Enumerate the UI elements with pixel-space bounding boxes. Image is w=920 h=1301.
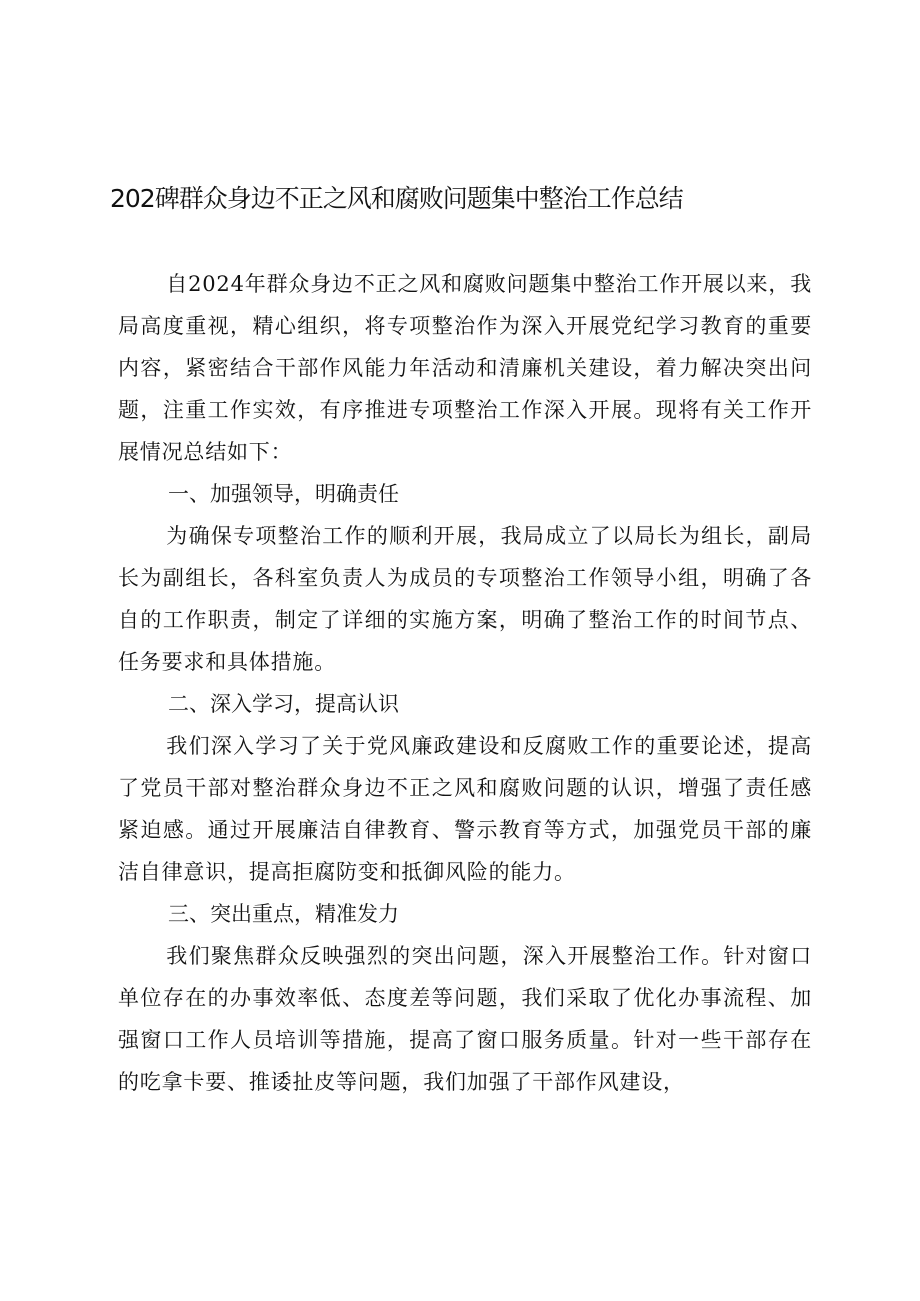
section-heading-1: 一、加强领导，明确责任 bbox=[168, 482, 399, 506]
document-title: 202碑群众身边不正之风和腐败问题集中整治工作总结 bbox=[110, 184, 683, 213]
intro-paragraph: 自2024年群众身边不正之风和腐败问题集中整治工作开展以来，我局高度重视，精心组织，将专项整治作为深入开展党纪学习教育的重要内容，紧密结合干部作风能力年活动和清廉机关建设，着力解决突出问题，注重工作实效，有序推进专项整治工作深入开展。现将有关工作开展情况总结如下： bbox=[118, 272, 812, 464]
document-body bbox=[118, 263, 812, 1103]
section-heading-2: 二、深入学习，提高认识 bbox=[168, 692, 399, 716]
section-2-paragraph: 我们深入学习了关于党风廉政建设和反腐败工作的重要论述，提高了党员干部对整治群众身边不正之风和腐败问题的认识，增强了责任感紧迫感。通过开展廉洁自律教育、警示教育等方式，加强党员干部的廉洁自律意识，提高拒腐防变和抵御风险的能力。 bbox=[118, 734, 812, 884]
section-heading-3: 三、突出重点，精准发力 bbox=[168, 902, 399, 926]
section-1-paragraph: 为确保专项整治工作的顺利开展，我局成立了以局长为组长，副局长为副组长，各科室负责人为成员的专项整治工作领导小组，明确了各自的工作职责，制定了详细的实施方案，明确了整治工作的时间节点、任务要求和具体措施。 bbox=[118, 524, 812, 674]
section-3-paragraph: 我们聚焦群众反映强烈的突出问题，深入开展整治工作。针对窗口单位存在的办事效率低、态度差等问题，我们采取了优化办事流程、加强窗口工作人员培训等措施，提高了窗口服务质量。针对一些干部存在的吃拿卡要、推诿扯皮等问题，我们加强了干部作风建设， bbox=[118, 944, 812, 1094]
